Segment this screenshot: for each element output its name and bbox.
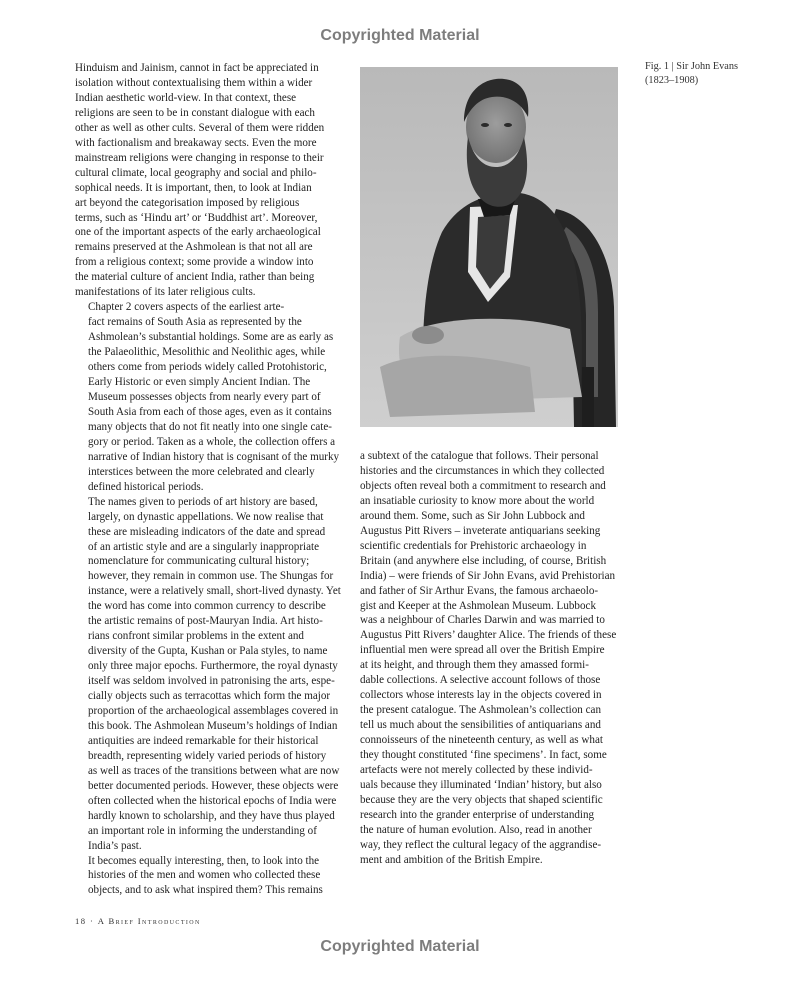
body-paragraph [75,854,355,899]
figure-caption [645,60,738,88]
text-line: Ashmolean’s substantial holdings. Some are as early as [88,331,334,344]
text-line: terms, such as ‘Hindu art’ or ‘Buddhist art’. Moreover, [75,211,318,224]
text-line: breadth, representing widely varied periods of history [88,749,327,762]
left-text-column [75,61,355,898]
body-paragraph [75,495,355,854]
text-line: The names given to periods of art history are based, [88,495,318,508]
text-line: It becomes equally interesting, then, to look into the [88,854,320,867]
text-line: isolation without contextualising them within a wider [75,76,313,89]
text-line: hardly known to scholarship, and they have thus played [88,809,335,822]
text-line: however, they remain in common use. The Shungas for [88,570,334,583]
text-line: only three major epochs. Furthermore, the royal dynasty [88,660,338,673]
right-text-column [360,449,640,868]
text-line: nomenclature for communicating cultural history; [88,555,310,568]
page-footer [75,916,201,926]
text-line: cially objects such as terracottas which form the major [88,690,331,703]
text-line: a subtext of the catalogue that follows. Their personal [360,450,599,462]
text-line: collectors whose interests lay in the objects covered in [360,689,602,702]
text-line: way, they reflect the cultural legacy of the aggrandise- [360,838,602,851]
text-line: one of the important aspects of the early archaeological [75,226,321,239]
text-line: itself was seldom involved in patronising the arts, espe- [88,675,335,688]
text-line: and father of Sir Arthur Evans, the famous archaeolo- [360,584,599,597]
text-line: research into the grander enterprise of understanding [360,808,595,821]
text-line: Early Historic or even simply Ancient Indian. The [88,376,311,389]
text-line: objects often reveal both a commitment to research and [360,479,606,492]
text-line: cultural climate, local geography and social and philo- [75,166,317,179]
text-line: artefacts were not merely collected by these individ- [360,764,593,777]
text-line: gist and Keeper at the Ashmolean Museum. Lubbock [360,599,596,612]
text-line: defined historical periods. [88,480,204,493]
body-paragraph [75,61,355,300]
text-line: scientific credentials for Prehistoric archaeology in [360,539,587,552]
text-line: these are misleading indicators of the date and spread [88,525,326,538]
caption-dates: (1823–1908) [645,75,699,86]
text-line: Chapter 2 covers aspects of the earliest arte- [88,301,285,314]
text-line: instance, were a relatively small, short-lived dynasty. Yet [88,585,341,598]
text-line: narrative of Indian history that is cognisant of the murky [88,450,340,463]
footer-separator: · [89,916,95,926]
text-line: Britain (and anywhere else including, of course, British [360,554,607,567]
text-line: connoisseurs of the nineteenth century, as well as what [360,734,603,747]
text-line: other as well as other cults. Several of them were ridden [75,121,325,134]
text-line: an important role in informing the understanding of [88,824,317,837]
text-line: India’s past. [88,839,142,852]
body-paragraph [75,300,355,494]
text-line: the Palaeolithic, Mesolithic and Neolithic ages, while [88,346,326,359]
portrait-photo-sir-john-evans [360,67,618,427]
text-line: Augustus Pitt Rivers – inveterate antiquarians seeking [360,524,601,537]
text-line: at its height, and through them they amassed formi- [360,659,589,672]
text-line: uals because they illuminated ‘Indian’ history, but also [360,778,602,791]
text-line: Hinduism and Jainism, cannot in fact be appreciated in [75,62,319,74]
text-line: the present catalogue. The Ashmolean’s collection can [360,704,602,717]
text-line: sophical needs. It is important, then, to look at Indian [75,181,312,194]
text-line: manifestations of its later religious cults. [75,286,256,299]
text-line: remains preserved at the Ashmolean is that not all are [75,241,313,254]
text-line: the material culture of ancient India, rather than being [75,271,315,284]
text-line: histories of the men and women who collected these [88,869,321,882]
text-line: others come from periods widely called Protohistoric, [88,361,327,374]
text-line: rians confront similar problems in the extent and [88,630,304,643]
text-line: they thought constituted ‘fine specimens’. In fact, some [360,749,607,762]
text-line: antiquities are indeed remarkable for their historical [88,734,319,747]
text-line: the word has come into common currency to describe [88,600,326,613]
text-line: this book. The Ashmolean Museum’s holdings of Indian [88,719,338,732]
text-line: largely, on dynastic appellations. We now realise that [88,510,324,523]
text-line: as well as traces of the transitions between what are now [88,764,340,777]
text-line: of an artistic style and are a singularly inappropriate [88,540,320,553]
text-line: objects, and to ask what inspired them? This remains [88,884,323,897]
body-paragraph [360,449,640,868]
text-line: an insatiable curiosity to know more about the world [360,494,595,507]
text-line: because they are the very objects that shaped scientific [360,793,603,806]
text-line: ment and ambition of the British Empire. [360,853,543,866]
text-line: Museum possesses objects from nearly every part of [88,390,321,403]
text-line: tell us much about the sensibilities of antiquarians and [360,719,601,732]
text-line: was a neighbour of Charles Darwin and was married to [360,614,605,627]
watermark-top: Copyrighted Material [320,27,480,44]
text-line: gory or period. Taken as a whole, the collection offers a [88,435,336,448]
text-line: art beyond the categorisation imposed by religious [75,196,300,209]
text-line: around them. Some, such as Sir John Lubbock and [360,509,585,522]
caption-title: Fig. 1 | Sir John Evans [645,61,739,72]
text-line: with factionalism and breakaway sects. Even the more [75,136,317,149]
text-line: interstices between the more celebrated and clearly [88,465,315,478]
text-line: South Asia from each of those ages, even as it contains [88,405,332,418]
running-title: A Brief Introduction [97,916,201,926]
text-line: dable collections. A selective account follows of those [360,674,601,687]
text-line: fact remains of South Asia as represented by the [88,316,302,329]
text-line: the nature of human evolution. Also, read in another [360,823,592,836]
text-line: diversity of the Gupta, Kushan or Pala styles, to name [88,645,328,658]
text-line: India) – were friends of Sir John Evans, avid Prehistorian [360,569,616,582]
text-line: religions are seen to be in constant dialogue with each [75,106,315,119]
text-line: histories and the circumstances in which they collected [360,464,605,477]
text-line: proportion of the archaeological assemblages covered in [88,704,339,717]
watermark-bottom: Copyrighted Material [320,938,480,955]
text-line: the artistic remains of post-Mauryan India. Art histo- [88,615,323,628]
text-line: often collected when the historical epochs of India were [88,794,337,807]
text-line: better documented periods. However, these objects were [88,779,339,792]
text-line: Augustus Pitt Rivers’ daughter Alice. The friends of these [360,629,617,642]
text-line: from a religious context; some provide a window into [75,256,314,269]
text-line: Indian aesthetic world-view. In that context, these [75,91,297,104]
text-line: many objects that do not fit neatly into one single cate- [88,420,332,433]
text-line: influential men were spread all over the British Empire [360,644,605,657]
page-number: 18 [75,916,87,926]
text-line: mainstream religions were changing in response to their [75,151,324,164]
